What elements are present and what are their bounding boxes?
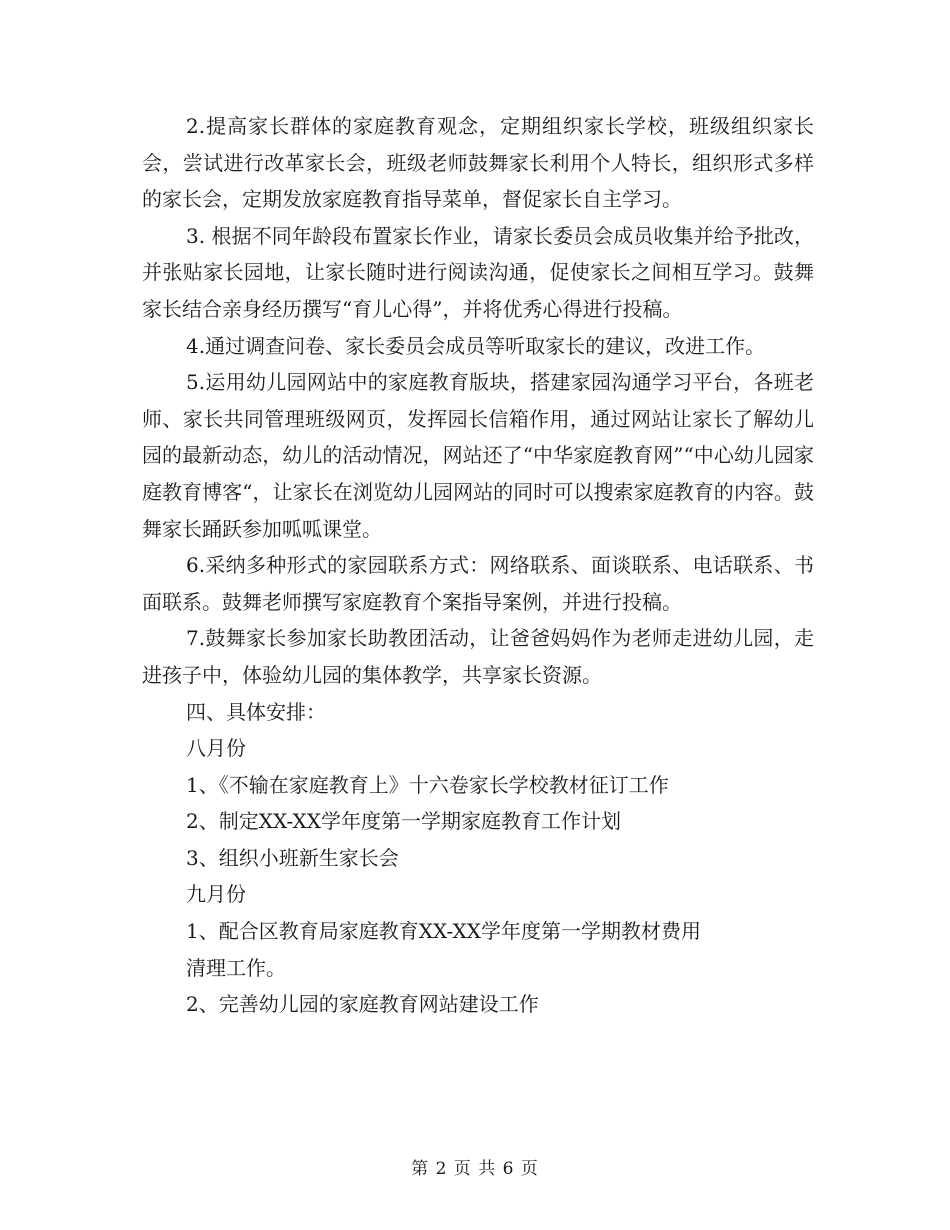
paragraph-3: 3. 根据不同年龄段布置家长作业，请家长委员会成员收集并给予批改，并张贴家长园地，让家长随时进行阅读沟通，促使家长之间相互学习。鼓舞家长结合亲身经历撰写“育儿心得”，并将优秀心得进行投稿。	[142, 223, 814, 321]
september-task-2: 2、完善幼儿园的家庭教育网站建设工作	[186, 992, 539, 1017]
september-task-1: 1、配合区教育局家庭教育XX-XX学年度第一学期教材费用	[186, 919, 702, 944]
month-september: 九月份	[186, 882, 246, 907]
paragraph-7: 7.鼓舞家长参加家长助教团活动，让爸爸妈妈作为老师走进幼儿园，走进孩子中，体验幼儿园的集体教学，共享家长资源。	[142, 626, 814, 687]
paragraph-6: 6.采纳多种形式的家园联系方式：网络联系、面谈联系、电话联系、书面联系。鼓舞老师撰写家庭教育个案指导案例，并进行投稿。	[142, 553, 814, 614]
month-august: 八月份	[186, 736, 246, 761]
august-task-3: 3、组织小班新生家长会	[186, 845, 399, 870]
page-number-footer: 第 2 页 共 6 页	[411, 1159, 539, 1179]
september-task-1-continued: 清理工作。	[186, 955, 286, 980]
section-heading-schedule: 四、具体安排：	[186, 699, 326, 724]
document-body	[142, 108, 814, 1023]
paragraph-5: 5.运用幼儿园网站中的家庭教育版块，搭建家园沟通学习平台，各班老师、家长共同管理班级网页，发挥园长信箱作用，通过网站让家长了解幼儿园的最新动态，幼儿的活动情况，网站还了“中华家庭教育网”“中心幼儿园家庭教育博客“，让家长在浏览幼儿园网站的同时可以搜索家庭教育的内容。鼓舞家长踊跃参加呱呱课堂。	[142, 370, 814, 541]
august-task-1: 1、《不输在家庭教育上》十六卷家长学校教材征订工作	[186, 772, 669, 797]
paragraph-4: 4.通过调查问卷、家长委员会成员等听取家长的建议，改进工作。	[186, 333, 766, 358]
paragraph-2: 2.提高家长群体的家庭教育观念，定期组织家长学校，班级组织家长会，尝试进行改革家长会，班级老师鼓舞家长利用个人特长，组织形式多样的家长会，定期发放家庭教育指导菜单，督促家长自主学习。	[142, 114, 814, 212]
august-task-2: 2、制定XX-XX学年度第一学期家庭教育工作计划	[186, 809, 622, 834]
